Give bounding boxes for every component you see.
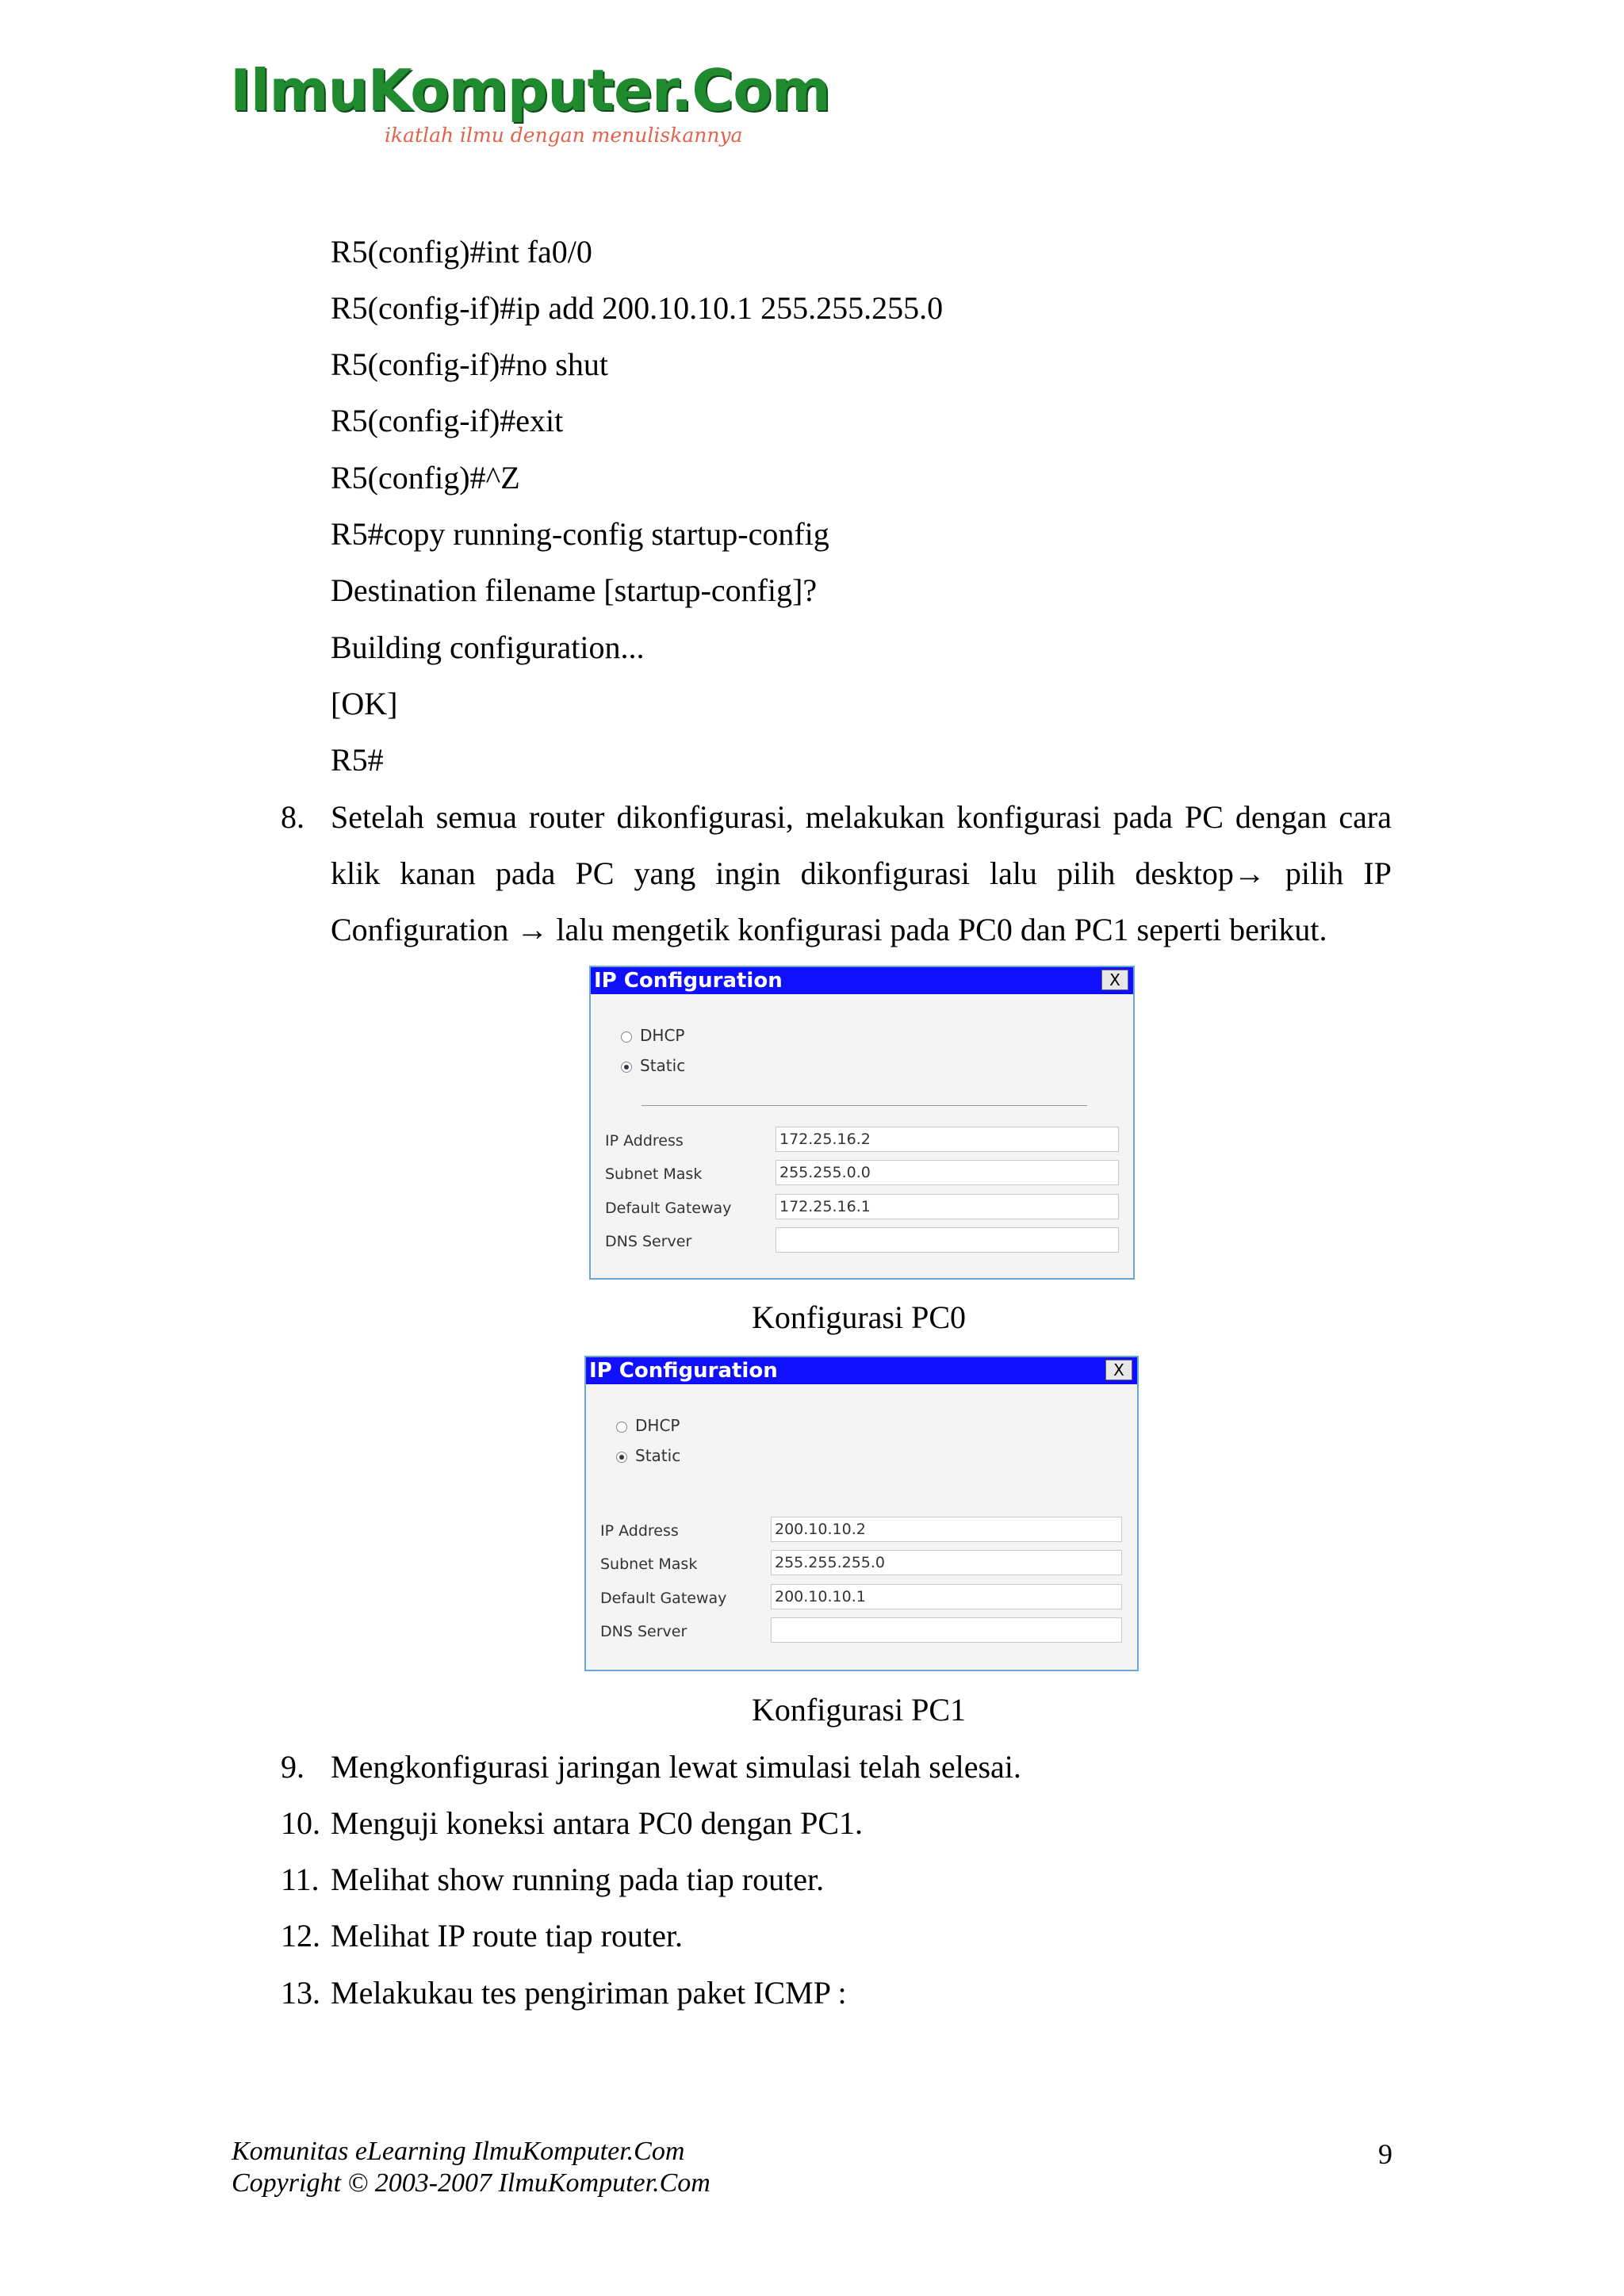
config-line: R5#copy running-config startup-config — [331, 516, 829, 552]
figure-caption: Konfigurasi PC1 — [752, 1692, 966, 1728]
config-line: R5# — [331, 742, 384, 778]
step-number: 11. — [281, 1862, 320, 1897]
default-gateway-input[interactable]: 172.25.16.1 — [776, 1194, 1119, 1219]
step8-word: PC — [575, 855, 615, 891]
radio-off-icon — [621, 1031, 632, 1043]
step8-word: yang — [634, 855, 696, 891]
config-line: R5(config-if)#ip add 200.10.10.1 255.255.255.0 — [331, 290, 944, 326]
figure-caption: Konfigurasi PC0 — [752, 1299, 966, 1335]
dns-server-label: DNS Server — [600, 1623, 688, 1640]
step8-word: pada — [495, 855, 556, 891]
page-number: 9 — [1378, 2138, 1392, 2170]
ip-address-label: IP Address — [600, 1522, 679, 1540]
step8-line3: Configuration → lalu mengetik konfigurasi pada PC0 dan PC1 seperti berikut. — [331, 912, 1327, 947]
dns-server-input[interactable] — [776, 1227, 1119, 1253]
ip-address-input[interactable]: 172.25.16.2 — [776, 1127, 1119, 1152]
static-radio[interactable] — [621, 1056, 685, 1075]
dialog-title: IP Configuration — [589, 1359, 778, 1383]
dialog-titlebar — [586, 1357, 1137, 1384]
logo-title: IlmuKomputer.Com — [230, 57, 830, 124]
ip-address-input[interactable]: 200.10.10.2 — [771, 1517, 1122, 1542]
radio-on-icon — [616, 1452, 627, 1463]
step-text: Menguji koneksi antara PC0 dengan PC1. — [331, 1805, 864, 1841]
step8-word: pilih — [1285, 855, 1344, 891]
footer-community: Komunitas eLearning IlmuKomputer.Com — [232, 2137, 685, 2166]
static-label: Static — [640, 1056, 686, 1075]
default-gateway-label: Default Gateway — [600, 1590, 727, 1607]
config-line: R5(config-if)#no shut — [331, 346, 608, 382]
config-line: R5(config)#^Z — [331, 460, 520, 496]
step8-word: lalu — [989, 855, 1037, 891]
static-radio[interactable] — [616, 1446, 680, 1465]
step-number: 9. — [281, 1749, 304, 1785]
subnet-mask-input[interactable]: 255.255.0.0 — [776, 1160, 1119, 1185]
close-button[interactable]: X — [1105, 1360, 1132, 1380]
step8-line1: Setelah semua router dikonfigurasi, melakukan konfigurasi pada PC dengan cara — [331, 799, 1392, 835]
step8-word: desktop→ — [1135, 855, 1266, 891]
step8-word: ingin — [715, 855, 781, 891]
default-gateway-label: Default Gateway — [605, 1200, 732, 1217]
step-text: Mengkonfigurasi jaringan lewat simulasi telah selesai. — [331, 1749, 1021, 1785]
dns-server-label: DNS Server — [605, 1233, 692, 1250]
step-text: Melakukau tes pengiriman paket ICMP : — [331, 1975, 847, 2011]
config-line: R5(config)#int fa0/0 — [331, 234, 592, 270]
dns-server-input[interactable] — [771, 1617, 1122, 1643]
step-number: 8. — [281, 799, 304, 835]
dialog-titlebar — [591, 967, 1133, 994]
dhcp-radio[interactable] — [621, 1026, 684, 1045]
step8-word: dikonfigurasi — [800, 855, 970, 891]
step8-word: kanan — [400, 855, 476, 891]
config-line: R5(config-if)#exit — [331, 403, 564, 438]
config-line: [OK] — [331, 686, 398, 721]
subnet-mask-label: Subnet Mask — [600, 1556, 698, 1573]
ip-address-label: IP Address — [605, 1132, 684, 1150]
ip-config-dialog-pc1 — [584, 1356, 1139, 1671]
footer-copyright: Copyright © 2003-2007 IlmuKomputer.Com — [232, 2168, 710, 2198]
dhcp-radio[interactable] — [616, 1416, 680, 1435]
site-logo — [230, 57, 830, 147]
subnet-mask-input[interactable]: 255.255.255.0 — [771, 1550, 1122, 1575]
dhcp-label: DHCP — [640, 1026, 685, 1045]
config-line: Destination filename [startup-config]? — [331, 572, 818, 608]
step8-word: IP — [1363, 855, 1392, 891]
dhcp-label: DHCP — [635, 1416, 680, 1435]
step-text: Melihat show running pada tiap router. — [331, 1862, 825, 1897]
step8-line2 — [331, 855, 1392, 891]
step8-word: pilih — [1057, 855, 1116, 891]
step-text: Melihat IP route tiap router. — [331, 1918, 683, 1954]
radio-off-icon — [616, 1422, 627, 1433]
subnet-mask-label: Subnet Mask — [605, 1165, 703, 1183]
dialog-title: IP Configuration — [594, 969, 783, 993]
logo-tagline: ikatlah ilmu dengan menuliskannya — [385, 124, 743, 147]
config-line: Building configuration... — [331, 629, 645, 665]
radio-on-icon — [621, 1062, 632, 1073]
static-label: Static — [635, 1446, 681, 1465]
step8-word: klik — [331, 855, 381, 891]
step-number: 12. — [281, 1918, 320, 1954]
divider — [642, 1105, 1087, 1106]
step-number: 10. — [281, 1805, 320, 1841]
ip-config-dialog-pc0 — [589, 966, 1135, 1280]
step-number: 13. — [281, 1975, 320, 2011]
close-button[interactable]: X — [1101, 970, 1128, 990]
default-gateway-input[interactable]: 200.10.10.1 — [771, 1584, 1122, 1609]
